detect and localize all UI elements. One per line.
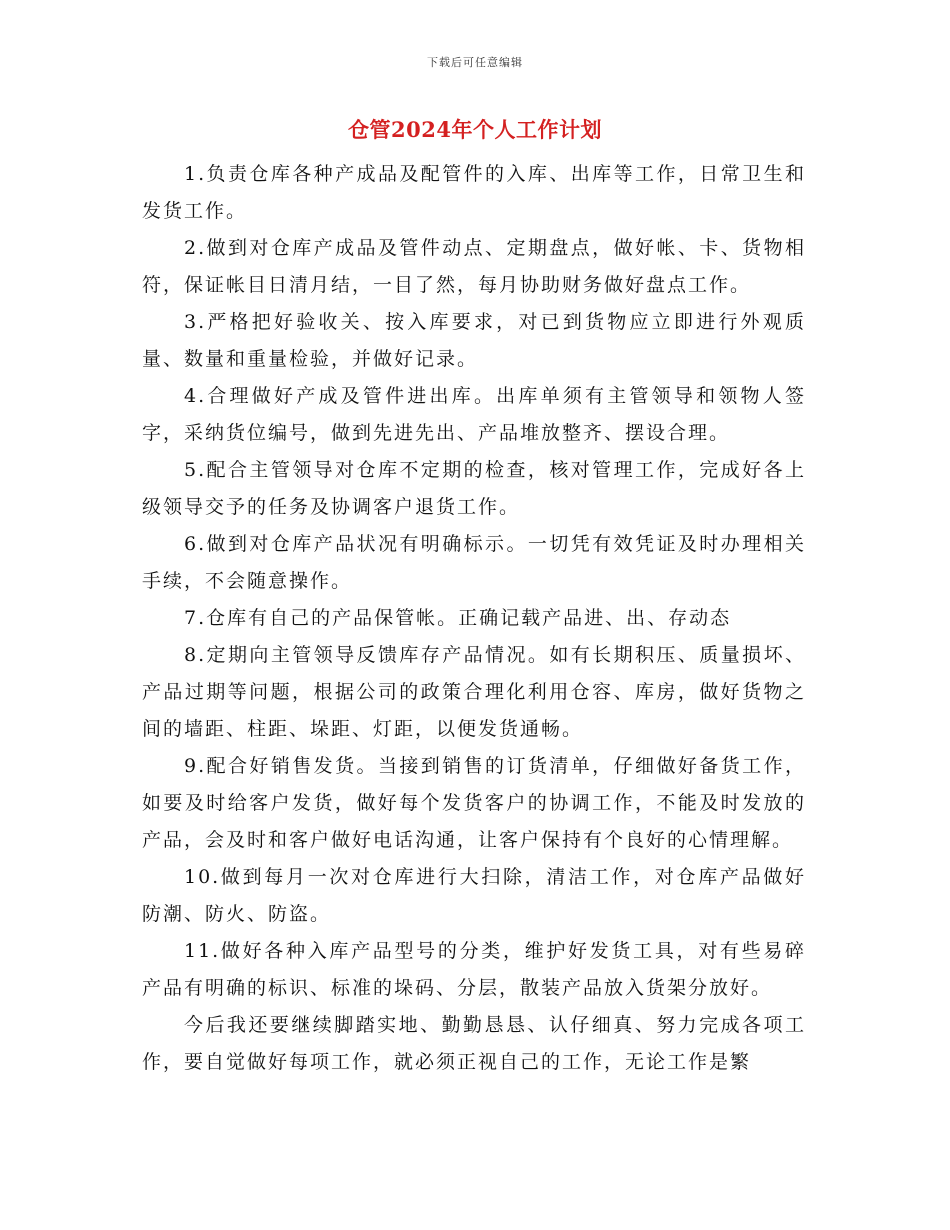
document-title: 仓管2024年个人工作计划: [348, 117, 602, 142]
paragraph-item-3: 3.严格把好验收关、按入库要求，对已到货物应立即进行外观质量、数量和重量检验，并做好记录。: [142, 311, 806, 370]
paragraph-item-10: 10.做到每月一次对仓库进行大扫除，清洁工作，对仓库产品做好防潮、防火、防盗。: [142, 866, 806, 925]
paragraph-item-5: 5.配合主管领导对仓库不定期的检查，核对管理工作，完成好各上级领导交予的任务及协调客户退货工作。: [142, 459, 806, 518]
paragraph-item-8: 8.定期向主管领导反馈库存产品情况。如有长期积压、质量损坏、产品过期等问题，根据公司的政策合理化利用仓容、库房，做好货物之间的墙距、柱距、垛距、灯距，以便发货通畅。: [142, 644, 806, 740]
paragraph-item-7: 7.仓库有自己的产品保管帐。正确记载产品进、出、存动态: [184, 607, 732, 629]
paragraph-item-6: 6.做到对仓库产品状况有明确标示。一切凭有效凭证及时办理相关手续，不会随意操作。: [142, 533, 806, 592]
paragraph-item-11: 11.做好各种入库产品型号的分类，维护好发货工具，对有些易碎产品有明确的标识、标准的垛码、分层，散装产品放入货架分放好。: [142, 940, 806, 999]
paragraph-item-2: 2.做到对仓库产成品及管件动点、定期盘点，做好帐、卡、货物相符，保证帐目日清月结，一目了然，每月协助财务做好盘点工作。: [142, 237, 806, 296]
header-note: 下载后可任意编辑: [427, 56, 523, 69]
document-body: [142, 156, 806, 1081]
paragraph-item-9: 9.配合好销售发货。当接到销售的订货清单，仔细做好备货工作，如要及时给客户发货，做好每个发货客户的协调工作，不能及时发放的产品，会及时和客户做好电话沟通，让客户保持有个良好的心情理解。: [142, 755, 806, 851]
paragraph-item-1: 1.负责仓库各种产成品及配管件的入库、出库等工作，日常卫生和发货工作。: [142, 163, 806, 222]
paragraph-closing: 今后我还要继续脚踏实地、勤勤恳恳、认仔细真、努力完成各项工作，要自觉做好每项工作，就必须正视自己的工作，无论工作是繁: [142, 1014, 806, 1073]
paragraph-item-4: 4.合理做好产成及管件进出库。出库单须有主管领导和领物人签字，采纳货位编号，做到先进先出、产品堆放整齐、摆设合理。: [142, 385, 806, 444]
